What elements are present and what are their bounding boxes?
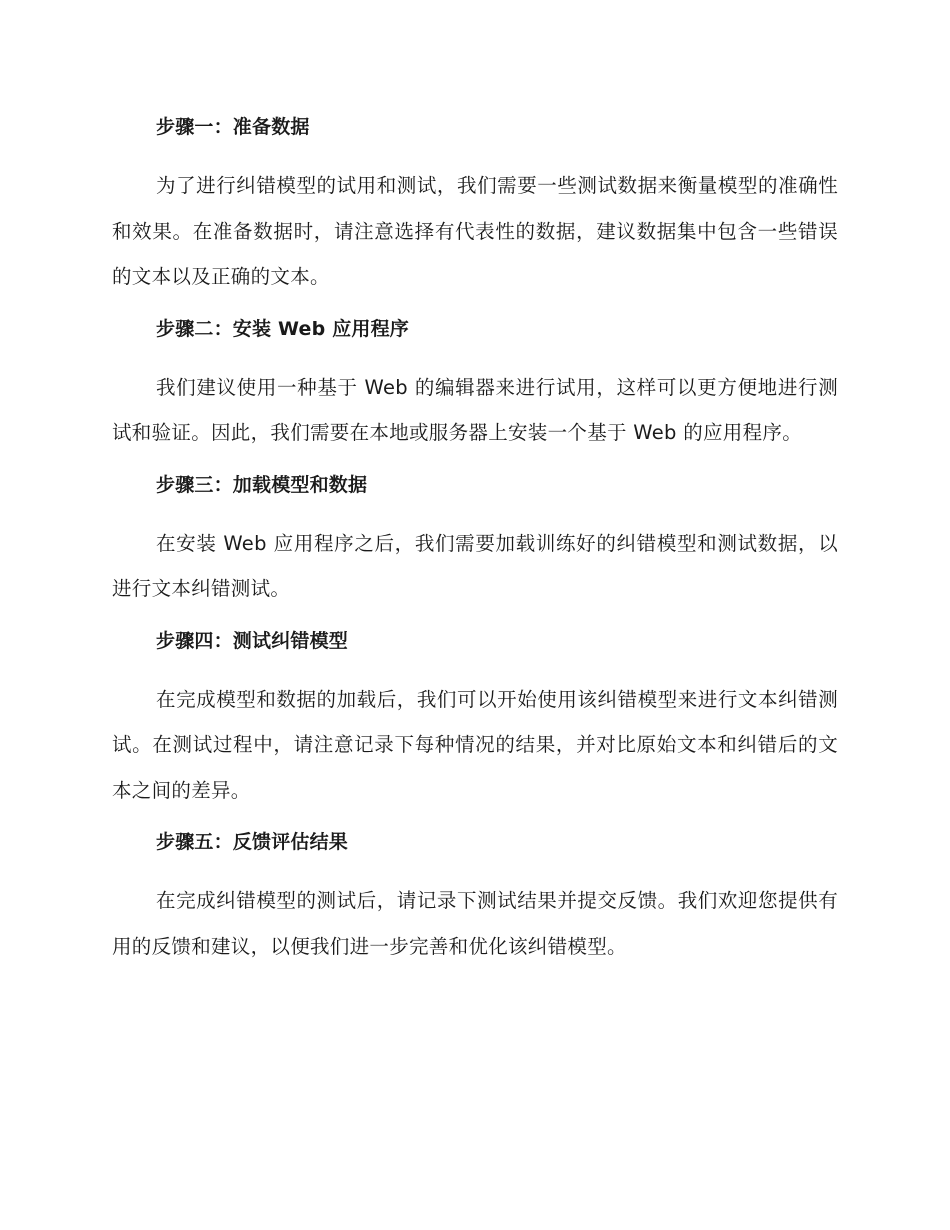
section-step-3 (112, 469, 838, 612)
section-paragraph: 在安装 Web 应用程序之后，我们需要加载训练好的纠错模型和测试数据，以进行文本纠错测试。 (112, 531, 838, 600)
section-paragraph: 在完成模型和数据的加载后，我们可以开始使用该纠错模型来进行文本纠错测试。在测试过程中，请注意记录下每种情况的结果，并对比原始文本和纠错后的文本之间的差异。 (112, 687, 838, 802)
section-heading: 步骤五：反馈评估结果 (156, 831, 349, 853)
section-heading: 步骤二：安装 Web 应用程序 (156, 317, 409, 340)
section-step-1 (112, 111, 838, 300)
section-heading: 步骤四：测试纠错模型 (156, 629, 349, 652)
section-step-5 (112, 826, 838, 969)
section-step-2 (112, 313, 838, 456)
section-step-4 (112, 625, 838, 814)
section-heading: 步骤三：加载模型和数据 (156, 473, 368, 496)
section-paragraph: 为了进行纠错模型的试用和测试，我们需要一些测试数据来衡量模型的准确性和效果。在准备数据时，请注意选择有代表性的数据，建议数据集中包含一些错误的文本以及正确的文本。 (112, 174, 838, 288)
section-heading: 步骤一：准备数据 (156, 116, 310, 138)
section-paragraph: 我们建议使用一种基于 Web 的编辑器来进行试用，这样可以更方便地进行测试和验证。因此，我们需要在本地或服务器上安装一个基于 Web 的应用程序。 (112, 375, 838, 444)
section-paragraph: 在完成纠错模型的测试后，请记录下测试结果并提交反馈。我们欢迎您提供有用的反馈和建议，以便我们进一步完善和优化该纠错模型。 (112, 889, 838, 958)
